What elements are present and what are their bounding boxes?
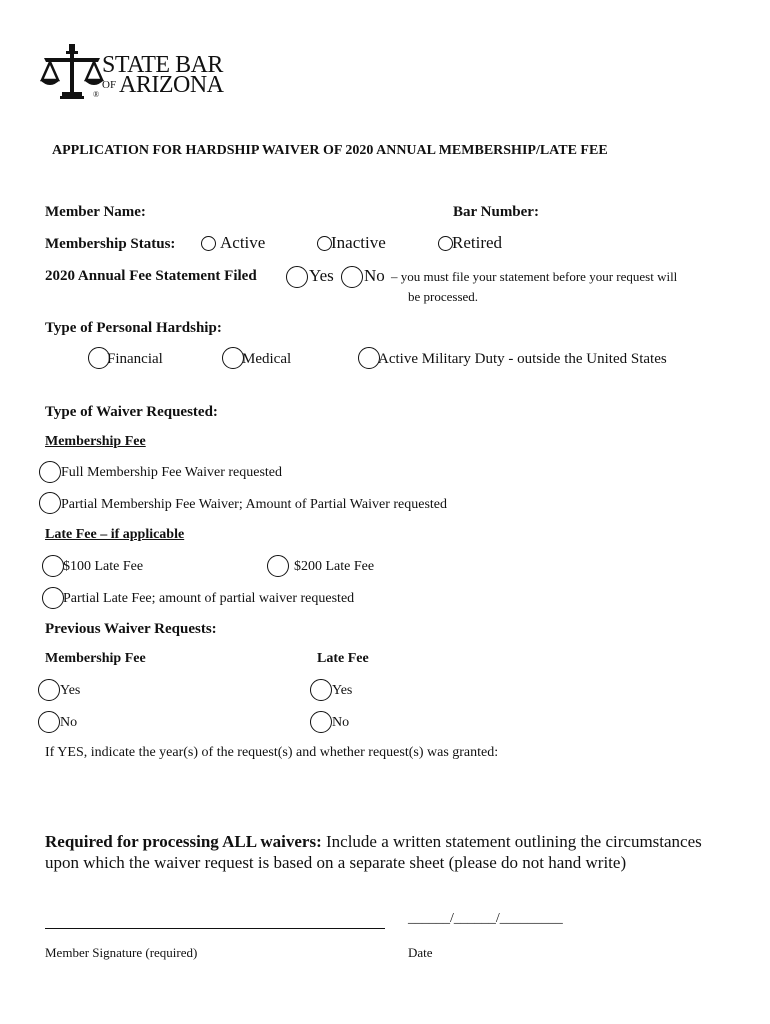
late-fee-200-label: $200 Late Fee	[294, 559, 375, 574]
logo-of: OF	[102, 79, 117, 91]
partial-waiver-label: Partial Membership Fee Waiver; Amount of Partial Waiver requested	[61, 497, 448, 512]
state-bar-logo	[40, 42, 224, 102]
bar-number-label: Bar Number:	[453, 204, 539, 220]
previous-membership-col: Membership Fee	[45, 651, 146, 666]
signature-label: Member Signature (required)	[45, 945, 198, 960]
full-waiver-label: Full Membership Fee Waiver requested	[61, 465, 283, 480]
full-waiver-radio[interactable]	[39, 461, 61, 483]
late-fee-200-radio[interactable]	[267, 555, 289, 577]
previous-late-no-label: No	[332, 715, 350, 730]
partial-waiver-radio[interactable]	[39, 492, 61, 514]
required-statement-text1: Include a written statement outlining the circumstances	[321, 832, 702, 851]
statement-note-line2: be processed.	[408, 289, 479, 304]
status-inactive-label: Inactive	[331, 233, 386, 252]
late-fee-100-label: $100 Late Fee	[63, 559, 144, 574]
late-fee-100-radio[interactable]	[42, 555, 64, 577]
membership-fee-heading: Membership Fee	[45, 434, 146, 449]
hardship-military-label: Active Military Duty - outside the United States	[378, 351, 667, 367]
date-blank[interactable]: ______/______/_________	[408, 911, 563, 926]
statement-note-line1: – you must file your statement before your request will	[391, 269, 678, 284]
form-title: APPLICATION FOR HARDSHIP WAIVER OF 2020 ANNUAL MEMBERSHIP/LATE FEE	[52, 143, 608, 158]
if-yes-instruction: If YES, indicate the year(s) of the request(s) and whether request(s) was granted:	[45, 745, 499, 760]
statement-yes-radio[interactable]	[286, 266, 308, 288]
hardship-financial-label: Financial	[107, 351, 163, 367]
previous-late-yes-radio[interactable]	[310, 679, 332, 701]
membership-status-label: Membership Status:	[45, 236, 176, 252]
waiver-type-label: Type of Waiver Requested:	[45, 404, 218, 420]
previous-membership-yes-label: Yes	[60, 683, 81, 698]
status-active-label: Active	[220, 233, 266, 252]
hardship-military-radio[interactable]	[358, 347, 380, 369]
statement-no-radio[interactable]	[341, 266, 363, 288]
statement-no-label: No	[364, 266, 385, 285]
required-statement-bold: Required for processing ALL waivers:	[45, 832, 322, 851]
required-statement-line2: upon which the waiver request is based on a separate sheet (please do not hand write)	[45, 853, 627, 872]
hardship-medical-label: Medical	[242, 351, 292, 367]
logo-registered-mark: ®	[93, 90, 100, 99]
status-retired-label: Retired	[452, 233, 503, 252]
hardship-label: Type of Personal Hardship:	[45, 320, 222, 336]
hardship-medical-radio[interactable]	[222, 347, 244, 369]
previous-late-col: Late Fee	[317, 651, 369, 666]
signature-line[interactable]	[45, 928, 385, 929]
date-label: Date	[408, 945, 433, 960]
late-fee-partial-radio[interactable]	[42, 587, 64, 609]
member-name-label: Member Name:	[45, 204, 146, 220]
late-fee-heading: Late Fee – if applicable	[45, 527, 185, 542]
logo-line-state-bar: STATE BAR	[102, 52, 223, 78]
previous-membership-no-radio[interactable]	[38, 711, 60, 733]
statement-filed-label: 2020 Annual Fee Statement Filed	[45, 268, 257, 284]
previous-late-no-radio[interactable]	[310, 711, 332, 733]
previous-requests-label: Previous Waiver Requests:	[45, 621, 217, 637]
status-retired-radio[interactable]	[438, 236, 453, 251]
previous-late-yes-label: Yes	[332, 683, 353, 698]
status-inactive-radio[interactable]	[317, 236, 332, 251]
logo-line-arizona: ARIZONA	[119, 72, 224, 98]
previous-membership-yes-radio[interactable]	[38, 679, 60, 701]
status-active-radio[interactable]	[201, 236, 216, 251]
late-fee-partial-label: Partial Late Fee; amount of partial waiver requested	[63, 591, 355, 606]
required-statement-line1	[45, 832, 702, 852]
statement-yes-label: Yes	[309, 266, 334, 285]
previous-membership-no-label: No	[60, 715, 78, 730]
